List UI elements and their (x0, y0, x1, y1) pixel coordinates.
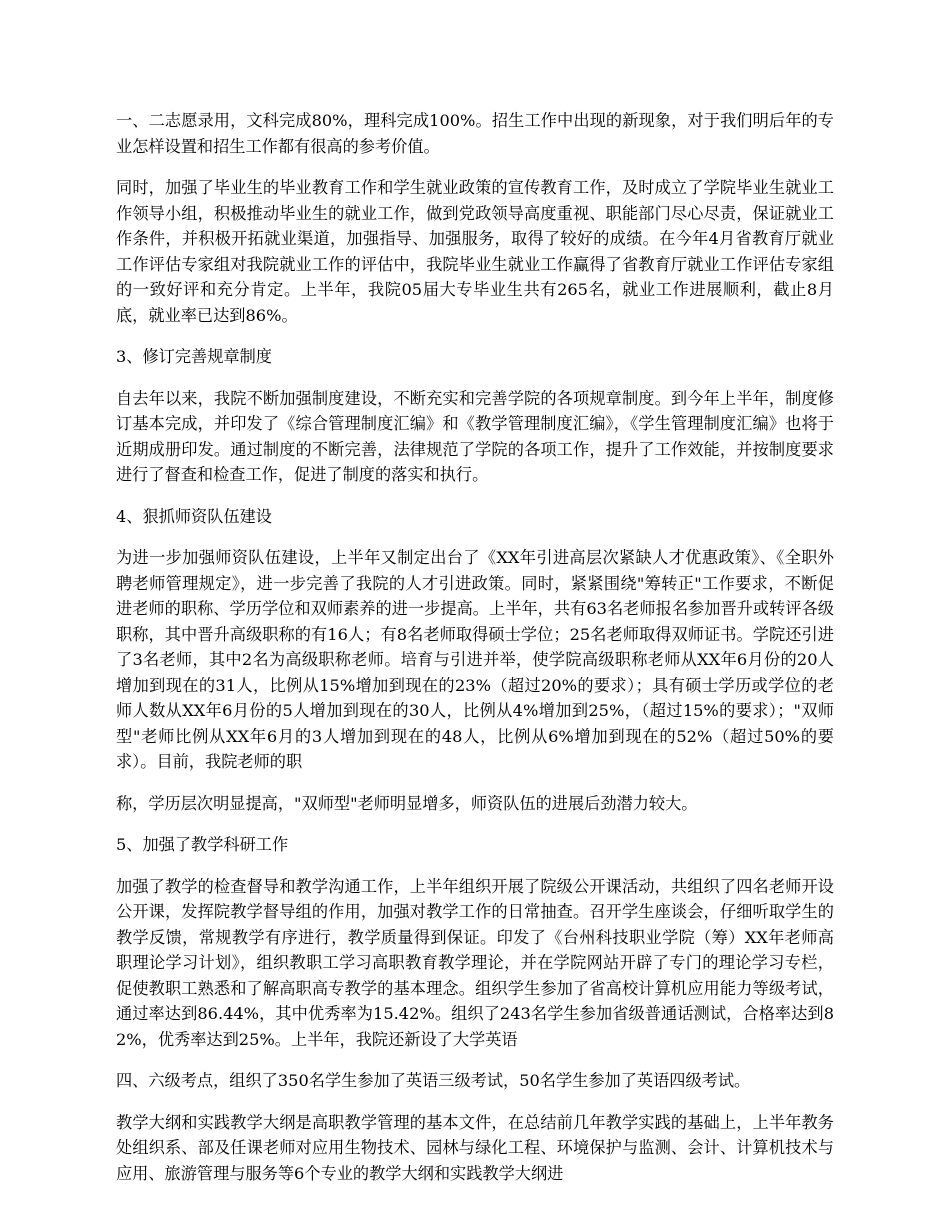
section-heading-faculty: 4、狠抓师资队伍建设 (116, 506, 272, 526)
paragraph-regulations: 自去年以来，我院不断加强制度建设，不断充实和完善学院的各项规章制度。到今年上半年，制度修订基本完成，并印发了《综合管理制度汇编》和《教学管理制度汇编》，《学生管理制度汇编》也将于近期成册印发。通过制度的不断完善，法律规范了学院的各项工作，提升了工作效能，并按制度要求进行了督查和检查工作，促进了制度的落实和执行。 (116, 388, 834, 484)
section-heading-teaching-research: 5、加强了教学科研工作 (116, 835, 289, 854)
paragraph-syllabus: 教学大纲和实践教学大纲是高职教学管理的基本文件，在总结前几年教学实践的基础上，上半年教务处组织系、部及任课老师对应用生物技术、园林与绿化工程、环境保护与监测、会计、计算机技术与应用、旅游管理与服务等6个专业的教学大纲和实践教学大纲进 (116, 1112, 834, 1183)
paragraph-faculty-development: 为进一步加强师资队伍建设，上半年又制定出台了《XX年引进高层次紧缺人才优惠政策》、《全职外聘老师管理规定》，进一步完善了我院的人才引进政策。同时，紧紧围绕"筹转正"工作要求，不断促进老师的职称、学历学位和双师素养的进一步提高。上半年，共有63名老师报名参加晋升或转评各级职称，其中晋升高级职称的有16人；有8名老师取得硕士学位；25名老师取得双师证书。学院还引进了3名老师，其中2名为高级职称老师。培育与引进并举，使学院高级职称老师从XX年6月份的20人增加到现在的31人，比例从15%增加到现在的23%（超过20%的要求）；具有硕士学历或学位的老师人数从XX年6月份的5人增加到现在的30人，比例从4%增加到25%，（超过15%的要求）；"双师型"老师比例从XX年6月的3人增加到现在的48人，比例从6%增加到现在的52%（超过50%的要求）。目前，我院老师的职 (116, 548, 834, 771)
paragraph-english-exams: 四、六级考点，组织了350名学生参加了英语三级考试，50名学生参加了英语四级考试。 (116, 1071, 751, 1090)
paragraph-faculty-continued: 称，学历层次明显提高，"双师型"老师明显增多，师资队伍的进展后劲潜力较大。 (116, 793, 698, 813)
section-heading-regulations: 3、修订完善规章制度 (116, 347, 272, 366)
paragraph-admission-results: 一、二志愿录用，文科完成80%，理科完成100%。招生工作中出现的新现象，对于我们明后年的专业怎样设置和招生工作都有很高的参考价值。 (116, 111, 834, 156)
paragraph-graduate-employment: 同时，加强了毕业生的毕业教育工作和学生就业政策的宣传教育工作，及时成立了学院毕业生就业工作领导小组，积极推动毕业生的就业工作，做到党政领导高度重视、职能部门尽心尽责，保证就业工作条件，并积极开拓就业渠道，加强指导、加强服务，取得了较好的成绩。在今年4月省教育厅就业工作评估专家组对我院就业工作的评估中，我院毕业生就业工作赢得了省教育厅就业工作评估专家组的一致好评和充分肯定。上半年，我院05届大专毕业生共有265名，就业工作进展顺利，截止8月底，就业率已达到86%。 (116, 178, 834, 325)
paragraph-teaching-research: 加强了教学的检查督导和教学沟通工作，上半年组织开展了院级公开课活动，共组织了四名老师开设公开课，发挥院教学督导组的作用，加强对教学工作的日常抽查。召开学生座谈会，仔细听取学生的教学反馈，常规教学有序进行，教学质量得到保证。印发了《台州科技职业学院（筹）XX年老师高职理论学习计划》，组织教职工学习高职教育教学理论，并在学院网站开辟了专门的理论学习专栏，促使教职工熟悉和了解高职高专教学的基本理念。组织学生参加了省高校计算机应用能力等级考试，通过率达到86.44%，其中优秀率为15.42%。组织了243名学生参加省级普通话测试，合格率达到82%，优秀率达到25%。上半年，我院还新设了大学英语 (116, 876, 834, 1049)
